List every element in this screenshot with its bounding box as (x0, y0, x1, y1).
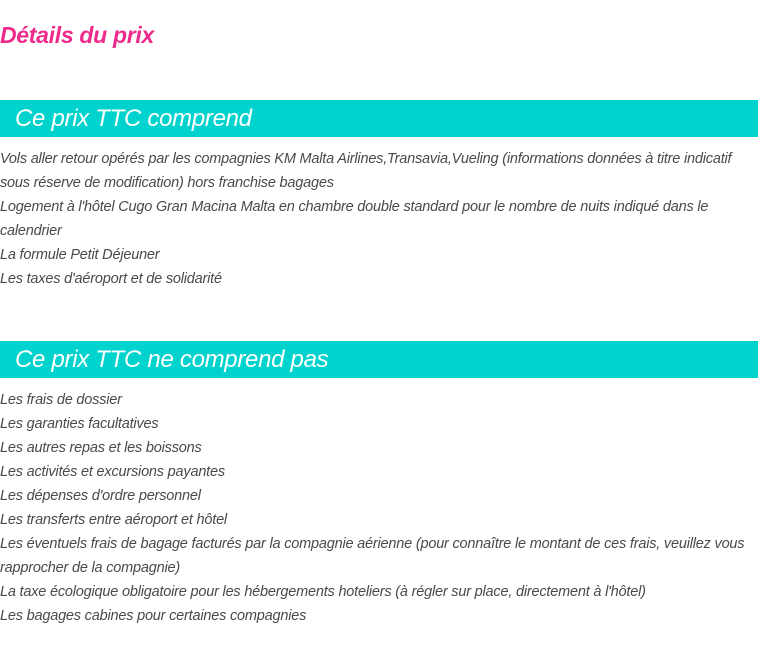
excluded-section-header (0, 341, 758, 378)
excluded-item: Les dépenses d'ordre personnel (0, 488, 201, 504)
excluded-section-title: Ce prix TTC ne comprend pas (15, 346, 329, 373)
included-section-header (0, 100, 758, 137)
included-item: Les taxes d'aéroport et de solidarité (0, 271, 222, 287)
excluded-item: Les bagages cabines pour certaines compagnies (0, 608, 307, 624)
included-section-title: Ce prix TTC comprend (15, 105, 252, 132)
excluded-item: Les frais de dossier (0, 392, 122, 408)
excluded-item: Les activités et excursions payantes (0, 464, 225, 480)
included-item: La formule Petit Déjeuner (0, 247, 160, 263)
excluded-items-list (0, 388, 758, 628)
excluded-item: La taxe écologique obligatoire pour les hébergements hoteliers (à régler sur place, directement à l'hôtel) (0, 584, 646, 600)
included-item: Logement à l'hôtel Cugo Gran Macina Malta en chambre double standard pour le nombre de nuits indiqué dans le calendrier (0, 199, 709, 239)
included-item: Vols aller retour opérés par les compagnies KM Malta Airlines,Transavia,Vueling (informations données à titre indicatif sous réserve de modification) hors franchise bagages (0, 151, 732, 191)
excluded-item: Les autres repas et les boissons (0, 440, 202, 456)
excluded-item: Les transferts entre aéroport et hôtel (0, 512, 227, 528)
excluded-item: Les garanties facultatives (0, 416, 159, 432)
excluded-item: Les éventuels frais de bagage facturés par la compagnie aérienne (pour connaître le montant de ces frais, veuillez vous rapprocher de la compagnie) (0, 536, 745, 576)
included-items-list (0, 147, 758, 291)
page-title: Détails du prix (0, 22, 154, 48)
